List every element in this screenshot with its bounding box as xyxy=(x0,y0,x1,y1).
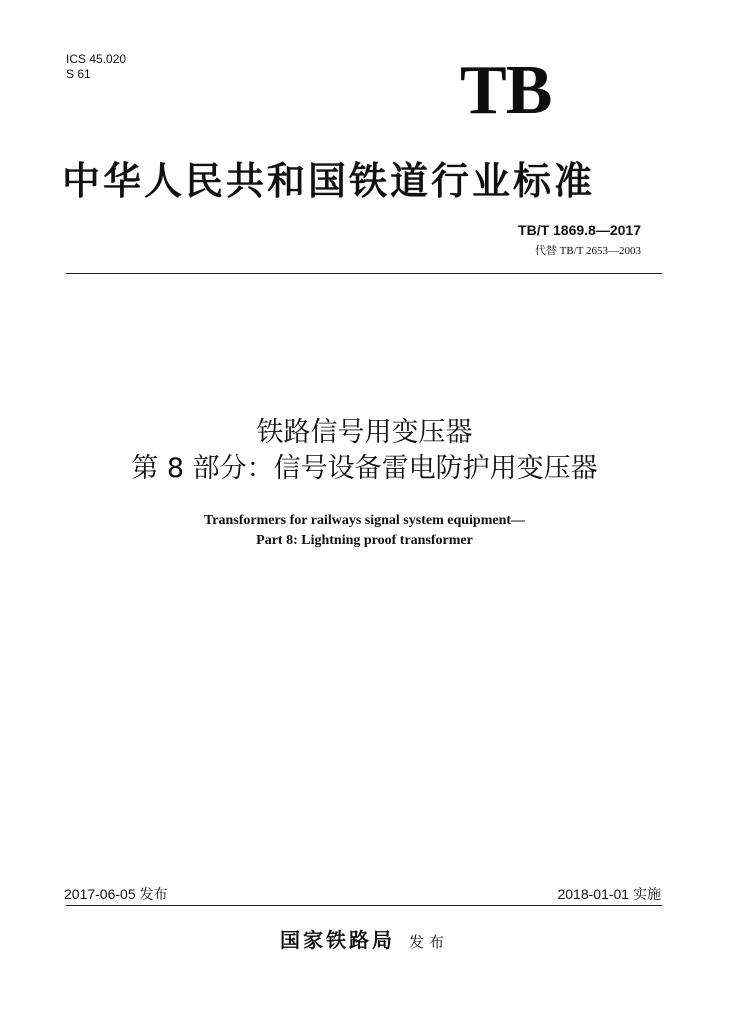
issue-date: 2017-06-05 发布 xyxy=(64,886,168,902)
classification-codes xyxy=(66,52,126,82)
top-divider xyxy=(66,273,662,274)
replaces-note: 代替 TB/T 2653—2003 xyxy=(534,245,641,257)
english-title-line-1: Transformers for railways signal system equipment— xyxy=(203,513,526,528)
standard-number: TB/T 1869.8—2017 xyxy=(518,222,641,238)
publisher-suffix: 发布 xyxy=(408,933,449,951)
ics-code: ICS 45.020 xyxy=(66,52,127,66)
standard-title: 中华人民共和国铁道行业标准 xyxy=(62,158,596,203)
implementation-date: 2018-01-01 实施 xyxy=(557,886,661,902)
publisher-name: 国家铁路局 xyxy=(279,928,395,952)
chinese-title-line-1: 铁路信号用变压器 xyxy=(256,417,473,448)
ccs-code: S 61 xyxy=(66,67,91,81)
tb-logo: TB xyxy=(460,52,552,129)
chinese-title-line-2: 第 8 部分：信号设备雷电防护用变压器 xyxy=(131,453,598,484)
english-title-line-2: Part 8: Lightning proof transformer xyxy=(256,533,473,548)
bottom-divider xyxy=(66,905,662,906)
publisher xyxy=(0,924,729,953)
